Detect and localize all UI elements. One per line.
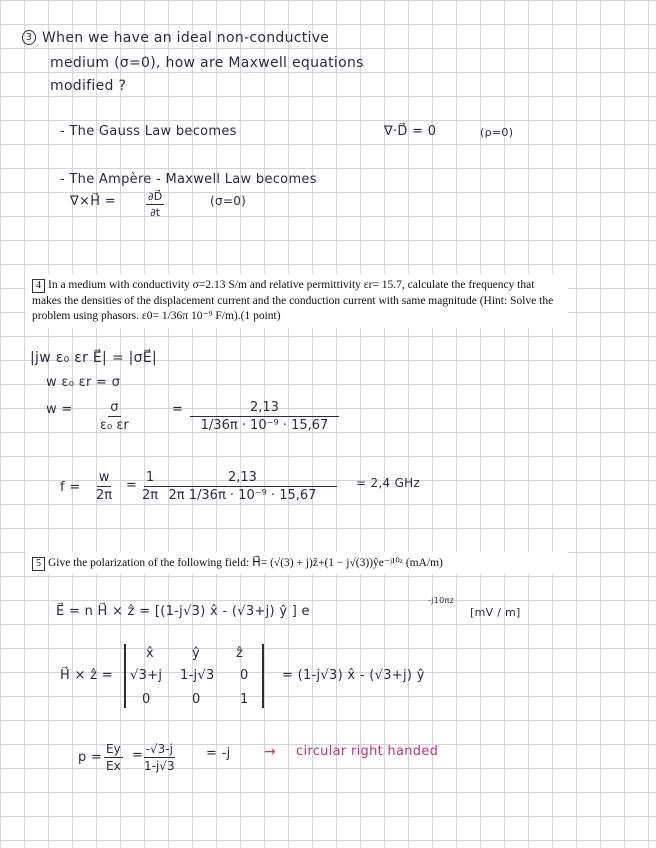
p-result: = -j <box>206 746 231 761</box>
omega-fraction-2 <box>190 400 339 433</box>
q5-printed-question <box>26 552 568 574</box>
freq-numerator-3: 2,13 <box>148 470 337 487</box>
omega-denominator-2: 1/36π · 10⁻⁹ · 15,67 <box>200 418 329 433</box>
gauss-condition: (ρ=0) <box>480 126 514 139</box>
q4-step-2: w ε₀ εr = σ <box>46 375 121 390</box>
p-denominator-1: Ex <box>106 759 121 773</box>
cross-product-result: = (1-j√3) x̂ - (√3+j) ŷ <box>282 668 425 683</box>
q5-prompt-text: Give the polarization of the following field: H⃗= (√(3) + j)ẑ+(1 − j√(3))ŷe⁻ʲ¹⁰ᶻ (mA/m) <box>48 557 443 569</box>
gauss-equation: ∇·D⃗ = 0 <box>384 124 437 139</box>
omega-numerator-2: 2,13 <box>190 400 339 417</box>
freq-denominator-2: 2π <box>142 488 159 503</box>
ampere-condition: (σ=0) <box>210 194 247 208</box>
matrix-r2c2: 1-j√3 <box>180 668 215 683</box>
freq-numerator-2: 1 <box>145 470 155 485</box>
q4-printed-question <box>26 274 568 328</box>
freq-result: = 2,4 GHz <box>356 476 421 490</box>
arrow-icon: → <box>264 744 277 760</box>
omega-equals: = <box>172 402 184 417</box>
p-numerator-2: -√3-j <box>145 742 173 756</box>
q5-number-box: 5 <box>32 557 45 571</box>
matrix-r1c1: x̂ <box>146 646 154 661</box>
p-lhs: p = <box>78 750 103 765</box>
matrix-r1c3: ẑ <box>236 646 244 661</box>
e-field-exponent: -j10πz <box>428 596 455 605</box>
q4-prompt-text: In a medium with conductivity σ=2.13 S/m and relative permittivity εr= 15.7, calculate the frequency that makes the densities of the displacement current and the conduction current with same magnitude (Hint: Solve the problem using phasors. ε0= 1/36π 10⁻⁹ F/m).(1 point) <box>32 279 554 323</box>
ampere-lhs: ∇×H⃗ = <box>70 194 116 209</box>
q3-line-1: When we have an ideal non-conductive <box>42 30 330 46</box>
matrix-r2c1: √3+j <box>130 668 163 683</box>
freq-numerator-1: w <box>98 470 110 485</box>
p-fraction-2 <box>142 742 177 773</box>
p-equals: = <box>132 748 144 763</box>
ampere-numerator: ∂D⃗ <box>148 190 163 203</box>
q3-number-badge: 3 <box>22 30 36 45</box>
q3-line-3: modified ? <box>50 78 127 94</box>
determinant-left-bar <box>124 644 126 708</box>
p-denominator-2: 1-j√3 <box>144 759 175 773</box>
matrix-r3c1: 0 <box>142 692 151 707</box>
ampere-fraction <box>146 190 164 219</box>
omega-numerator-1: σ <box>110 400 119 415</box>
polarization-conclusion: circular right handed <box>296 744 439 759</box>
e-field-line: E⃗ = n H⃗ × ẑ = [(1-j√3) x̂ - (√3+j) ŷ ] e <box>56 604 310 619</box>
omega-fraction-1 <box>98 400 131 433</box>
omega-denominator-1: ε₀ εr <box>100 418 129 433</box>
e-field-unit: [mV / m] <box>470 606 521 619</box>
determinant-right-bar <box>262 644 264 708</box>
matrix-r3c2: 0 <box>192 692 201 707</box>
q4-step-1: |jw ε₀ εr E⃗| = |σE⃗| <box>30 350 157 366</box>
q3-line-2: medium (σ=0), how are Maxwell equations <box>50 55 364 71</box>
ampere-label: - The Ampère - Maxwell Law becomes <box>60 172 317 187</box>
p-numerator-1: Ey <box>106 742 121 756</box>
freq-equals: = <box>126 478 138 493</box>
omega-lhs: w = <box>46 402 73 417</box>
matrix-r3c3: 1 <box>240 692 249 707</box>
q4-number-box: 4 <box>32 279 45 293</box>
p-fraction-1 <box>104 742 123 773</box>
cross-product-lhs: H⃗ × ẑ = <box>60 668 113 683</box>
freq-fraction-3 <box>148 470 337 503</box>
matrix-r1c2: ŷ <box>192 646 200 661</box>
freq-denominator-3: 2π 1/36π · 10⁻⁹ · 15,67 <box>168 488 317 503</box>
freq-fraction-1 <box>94 470 114 503</box>
freq-denominator-1: 2π <box>96 488 113 503</box>
gauss-label: - The Gauss Law becomes <box>60 124 237 139</box>
freq-lhs: f = <box>60 480 81 495</box>
ampere-denominator: ∂t <box>150 206 161 219</box>
matrix-r2c3: 0 <box>240 668 249 683</box>
